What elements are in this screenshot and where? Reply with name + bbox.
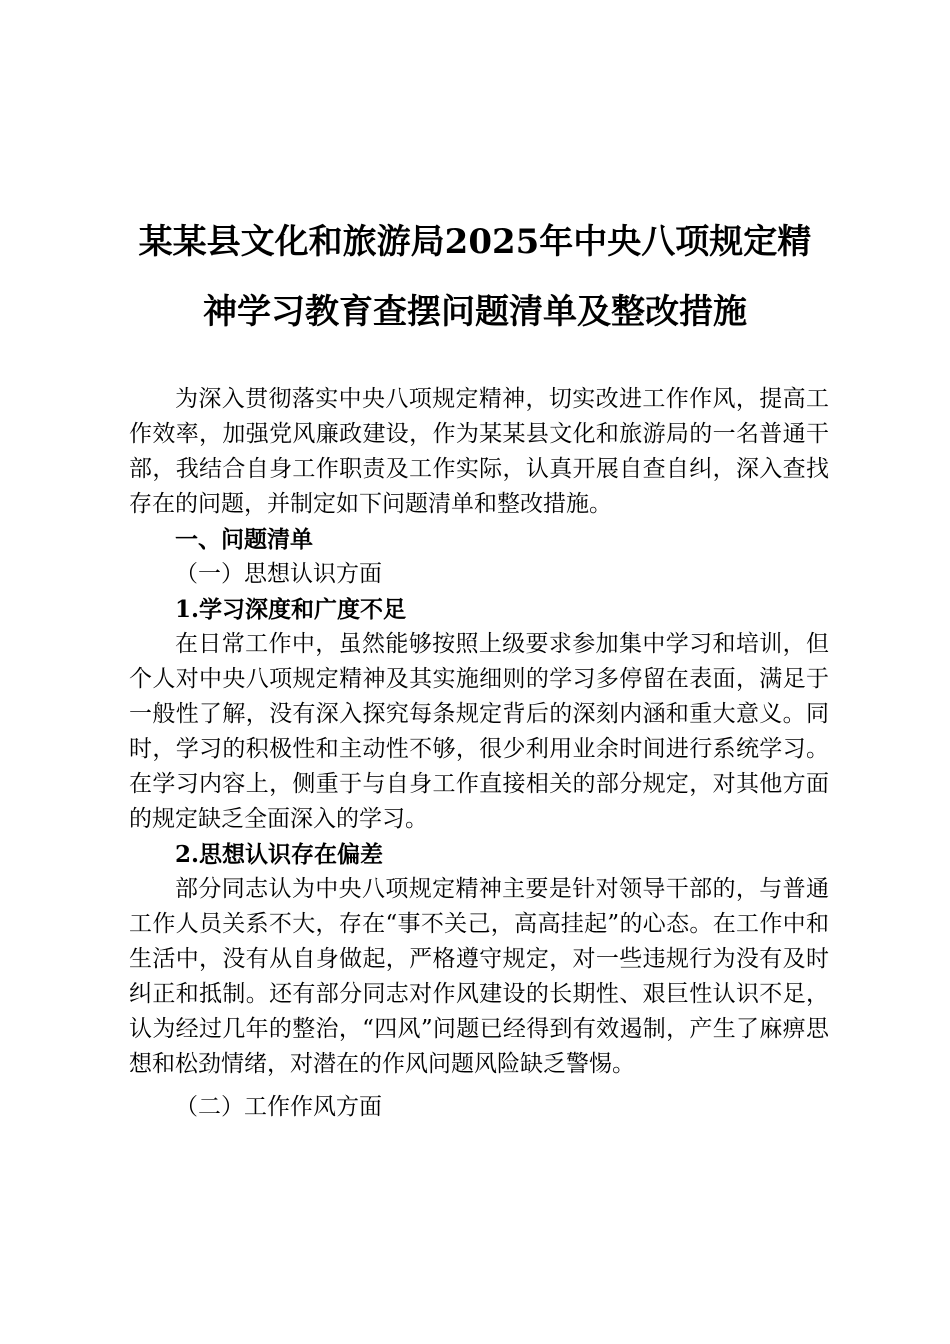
document-title-line1: 某某县文化和旅游局2025年中央八项规定精 [138, 222, 812, 262]
document-title-line2: 神学习教育查摆问题清单及整改措施 [203, 292, 747, 332]
item-heading-ideology-deviation: 2.思想认识存在偏差 [175, 841, 384, 868]
document-body [129, 382, 829, 1125]
spacer [129, 1082, 829, 1090]
item-paragraph-study-depth: 在日常工作中，虽然能够按照上级要求参加集中学习和培训，但个人对中央八项规定精神及其实施细则的学习多停留在表面，满足于一般性了解，没有深入探究每条规定背后的深刻内涵和重大意义。同时，学习的积极性和主动性不够，很少利用业余时间进行系统学习。在学习内容上，侧重于与自身工作直接相关的部分规定，对其他方面的规定缺乏全面深入的学习。 [129, 631, 829, 832]
item-heading-study-depth: 1.学习深度和广度不足 [175, 596, 407, 623]
intro-paragraph: 为深入贯彻落实中央八项规定精神，切实改进工作作风，提高工作效率，加强党风廉政建设，作为某某县文化和旅游局的一名普通干部，我结合自身工作职责及工作实际，认真开展自查自纠，深入查找存在的问题，并制定如下问题清单和整改措施。 [129, 386, 829, 517]
subsection-heading-work-style: （二）工作作风方面 [175, 1094, 382, 1120]
section-heading-problem-list: 一、问题清单 [175, 526, 313, 553]
subsection-heading-ideology: （一）思想认识方面 [175, 561, 382, 587]
item-paragraph-ideology-deviation: 部分同志认为中央八项规定精神主要是针对领导干部的，与普通工作人员关系不大，存在“事不关己，高高挂起”的心态。在工作中和生活中，没有从自身做起，严格遵守规定，对一些违规行为没有及时纠正和抵制。还有部分同志对作风建设的长期性、艰巨性认识不足，认为经过几年的整治，“四风”问题已经得到有效遏制，产生了麻痹思想和松劲情绪，对潜在的作风问题风险缺乏警惕。 [129, 876, 829, 1077]
